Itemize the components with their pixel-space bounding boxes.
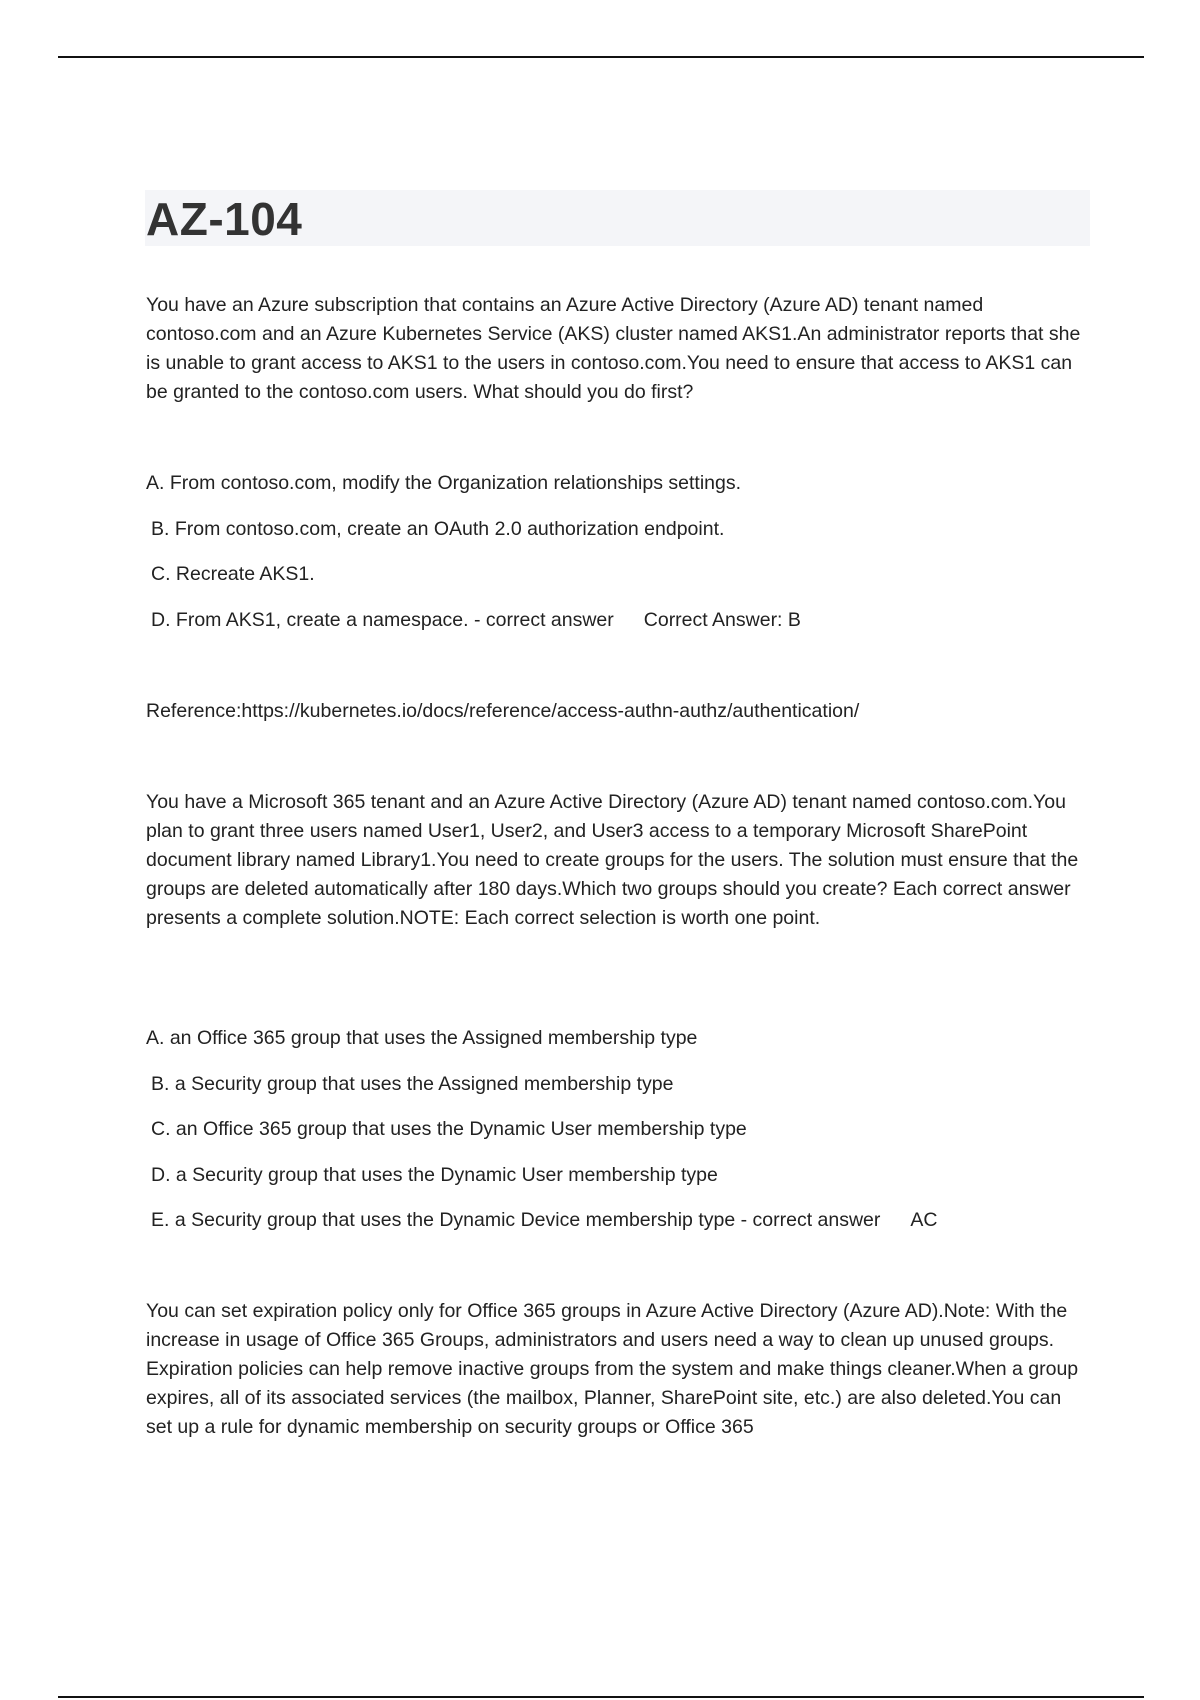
question-2-answer: AC bbox=[910, 1209, 938, 1231]
question-2-explanation: You can set expiration policy only for Office 365 groups in Azure Active Directory (Azure AD).Note: With the increase in usage of Office 365 Groups, administrators and users need a way to clean up unused groups. Expiration policies can help remove inactive groups from the system and make things cleaner.When a group expires, all of its associated services (the mailbox, Planner, SharePoint site, etc.) are also deleted.You can set up a rule for dynamic membership on security groups or Office 365 bbox=[146, 1300, 1079, 1438]
question-1-option-c: C. Recreate AKS1. bbox=[151, 563, 315, 585]
question-2-option-c: C. an Office 365 group that uses the Dynamic User membership type bbox=[151, 1118, 747, 1140]
question-2-text: You have a Microsoft 365 tenant and an Azure Active Directory (Azure AD) tenant named contoso.com.You plan to grant three users named User1, User2, and User3 access to a temporary Microsoft SharePoint document library named Library1.You need to create groups for the users. The solution must ensure that the groups are deleted automatically after 180 days.Which two groups should you create? Each correct answer presents a complete solution.NOTE: Each correct selection is worth one point. bbox=[146, 791, 1079, 929]
question-2-option-e bbox=[151, 1206, 937, 1235]
question-1-option-d bbox=[151, 606, 801, 635]
question-2-option-b: B. a Security group that uses the Assigned membership type bbox=[151, 1073, 674, 1095]
document-title: AZ-104 bbox=[146, 193, 303, 245]
question-2-option-d: D. a Security group that uses the Dynamic User membership type bbox=[151, 1164, 718, 1186]
question-1-text: You have an Azure subscription that contains an Azure Active Directory (Azure AD) tenant named contoso.com and an Azure Kubernetes Service (AKS) cluster named AKS1.An administrator reports that she is unable to grant access to AKS1 to the users in contoso.com.You need to ensure that access to AKS1 can be granted to the contoso.com users. What should you do first? bbox=[146, 294, 1081, 403]
question-1-option-b: B. From contoso.com, create an OAuth 2.0 authorization endpoint. bbox=[151, 518, 725, 540]
top-rule bbox=[58, 56, 1144, 58]
question-1-reference: Reference:https://kubernetes.io/docs/reference/access-authn-authz/authentication/ bbox=[146, 700, 860, 722]
question-1-option-a: A. From contoso.com, modify the Organization relationships settings. bbox=[146, 472, 742, 494]
question-1-answer: Correct Answer: B bbox=[643, 609, 801, 631]
question-2-option-e-text: E. a Security group that uses the Dynamic Device membership type - correct answer bbox=[151, 1209, 881, 1231]
question-1-option-d-text: D. From AKS1, create a namespace. - correct answer bbox=[151, 609, 614, 631]
question-2-option-a: A. an Office 365 group that uses the Assigned membership type bbox=[146, 1027, 698, 1049]
bottom-rule bbox=[58, 1696, 1144, 1698]
